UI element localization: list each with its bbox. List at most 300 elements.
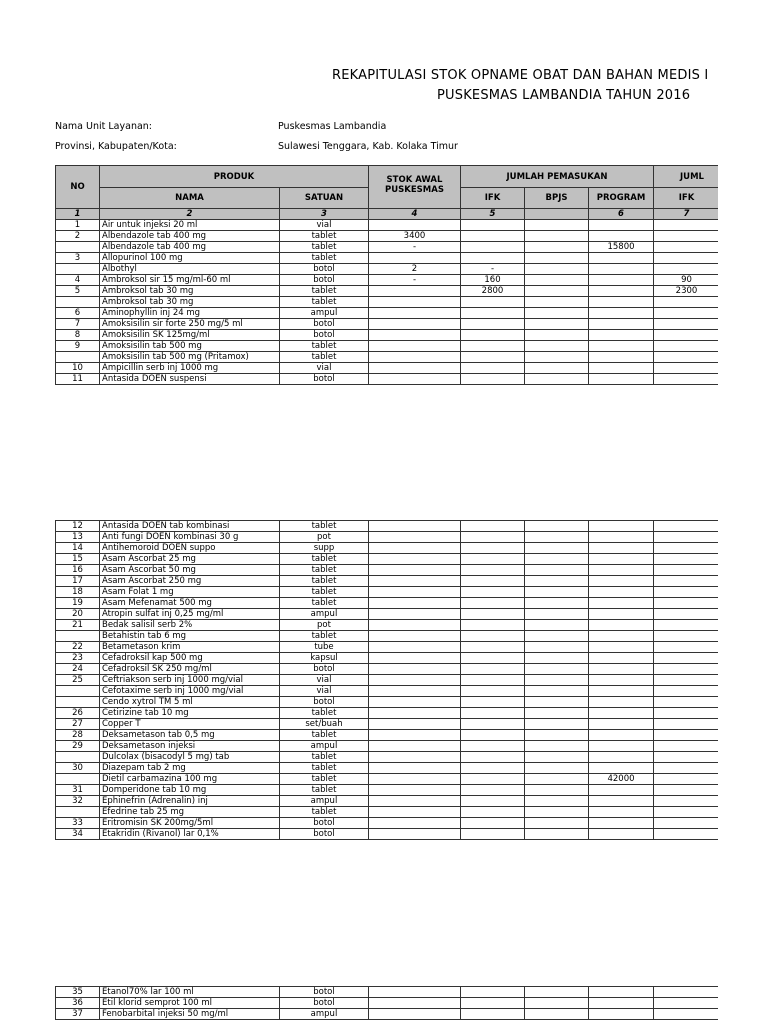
cell-satuan: tablet xyxy=(280,242,369,253)
cell-program xyxy=(589,675,654,686)
cell-satuan: botol xyxy=(280,987,369,998)
cell-no: 12 xyxy=(56,521,100,532)
cell-satuan: tablet xyxy=(280,341,369,352)
cell-no: 35 xyxy=(56,987,100,998)
cell-bpjs xyxy=(525,253,589,264)
cell-nama: Amoksisilin sir forte 250 mg/5 ml xyxy=(100,319,280,330)
cell-ifk-2 xyxy=(654,1009,720,1020)
cell-ifk xyxy=(461,807,525,818)
cell-no: 31 xyxy=(56,785,100,796)
cell-stok-awal xyxy=(369,774,461,785)
cell-ifk-2 xyxy=(654,829,720,840)
cell-no: 7 xyxy=(56,319,100,330)
cell-stok-awal xyxy=(369,532,461,543)
cell-satuan: botol xyxy=(280,374,369,385)
cell-bpjs xyxy=(525,708,589,719)
cell-no xyxy=(56,807,100,818)
cell-bpjs xyxy=(525,620,589,631)
cell-ifk-2: 90 xyxy=(654,275,720,286)
cell-program xyxy=(589,543,654,554)
cell-bpjs xyxy=(525,686,589,697)
cell-no xyxy=(56,697,100,708)
unit-value: Puskesmas Lambandia xyxy=(278,121,387,132)
cell-ifk xyxy=(461,308,525,319)
cell-no: 22 xyxy=(56,642,100,653)
table-row xyxy=(56,319,720,330)
table-row xyxy=(56,554,720,565)
table-row xyxy=(56,543,720,554)
cell-no xyxy=(56,774,100,785)
cell-stok-awal xyxy=(369,521,461,532)
cell-ifk xyxy=(461,253,525,264)
cell-bpjs xyxy=(525,363,589,374)
cell-ifk-2 xyxy=(654,642,720,653)
cell-bpjs xyxy=(525,220,589,231)
cell-nama: Amoksisilin SK 125mg/ml xyxy=(100,330,280,341)
cell-no: 37 xyxy=(56,1009,100,1020)
cell-ifk xyxy=(461,697,525,708)
cell-ifk xyxy=(461,752,525,763)
cell-no: 29 xyxy=(56,741,100,752)
table-row xyxy=(56,987,720,998)
cell-satuan: tube xyxy=(280,642,369,653)
cell-bpjs xyxy=(525,308,589,319)
cell-ifk-2 xyxy=(654,741,720,752)
table-row xyxy=(56,708,720,719)
cell-ifk-2 xyxy=(654,253,720,264)
cell-program xyxy=(589,620,654,631)
cell-no: 2 xyxy=(56,231,100,242)
header-produk: PRODUK xyxy=(100,166,369,188)
cell-program xyxy=(589,653,654,664)
cell-bpjs xyxy=(525,631,589,642)
cell-ifk-2 xyxy=(654,352,720,363)
cell-ifk-2 xyxy=(654,620,720,631)
cell-program xyxy=(589,598,654,609)
cell-satuan: ampul xyxy=(280,609,369,620)
cell-program xyxy=(589,231,654,242)
cell-ifk-2 xyxy=(654,763,720,774)
header-jumlah-truncated: JUML xyxy=(654,166,720,188)
cell-bpjs xyxy=(525,532,589,543)
cell-ifk-2 xyxy=(654,543,720,554)
cell-stok-awal xyxy=(369,752,461,763)
cell-satuan: tablet xyxy=(280,297,369,308)
cell-no: 18 xyxy=(56,587,100,598)
cell-ifk-2 xyxy=(654,653,720,664)
table-row xyxy=(56,763,720,774)
cell-bpjs xyxy=(525,374,589,385)
page-edge-mask xyxy=(718,0,768,1024)
cell-no: 36 xyxy=(56,998,100,1009)
cell-stok-awal xyxy=(369,253,461,264)
cell-ifk-2 xyxy=(654,341,720,352)
cell-nama: Atropin sulfat inj 0,25 mg/ml xyxy=(100,609,280,620)
cell-program xyxy=(589,275,654,286)
cell-satuan: supp xyxy=(280,543,369,554)
cell-program xyxy=(589,330,654,341)
cell-ifk xyxy=(461,675,525,686)
cell-ifk-2 xyxy=(654,774,720,785)
cell-ifk-2 xyxy=(654,697,720,708)
cell-nama: Albendazole tab 400 mg xyxy=(100,231,280,242)
cell-program xyxy=(589,587,654,598)
cell-ifk xyxy=(461,785,525,796)
cell-bpjs xyxy=(525,763,589,774)
cell-ifk xyxy=(461,763,525,774)
cell-bpjs xyxy=(525,286,589,297)
table-row xyxy=(56,609,720,620)
cell-satuan: ampul xyxy=(280,308,369,319)
cell-program xyxy=(589,686,654,697)
cell-ifk xyxy=(461,829,525,840)
cell-ifk xyxy=(461,609,525,620)
cell-no: 16 xyxy=(56,565,100,576)
cell-bpjs xyxy=(525,521,589,532)
cell-bpjs xyxy=(525,998,589,1009)
cell-nama: Cefadroksil kap 500 mg xyxy=(100,653,280,664)
cell-satuan: pot xyxy=(280,532,369,543)
table-row xyxy=(56,330,720,341)
table-row xyxy=(56,587,720,598)
table-row xyxy=(56,730,720,741)
cell-program xyxy=(589,987,654,998)
cell-no: 20 xyxy=(56,609,100,620)
table-row xyxy=(56,374,720,385)
cell-no: 27 xyxy=(56,719,100,730)
cell-satuan: ampul xyxy=(280,741,369,752)
header-nama: NAMA xyxy=(100,188,280,209)
cell-no: 24 xyxy=(56,664,100,675)
table-row xyxy=(56,653,720,664)
cell-ifk-2 xyxy=(654,664,720,675)
cell-ifk xyxy=(461,576,525,587)
cell-no xyxy=(56,686,100,697)
cell-program xyxy=(589,818,654,829)
cell-ifk xyxy=(461,297,525,308)
cell-stok-awal xyxy=(369,363,461,374)
cell-ifk-2 xyxy=(654,264,720,275)
cell-ifk xyxy=(461,774,525,785)
cell-program xyxy=(589,308,654,319)
cell-ifk-2 xyxy=(654,987,720,998)
cell-program xyxy=(589,286,654,297)
cell-satuan: botol xyxy=(280,829,369,840)
cell-satuan: tablet xyxy=(280,785,369,796)
cell-program xyxy=(589,708,654,719)
cell-satuan: tablet xyxy=(280,565,369,576)
cell-ifk-2 xyxy=(654,565,720,576)
cell-ifk xyxy=(461,374,525,385)
cell-nama: Ambroksol sir 15 mg/ml-60 ml xyxy=(100,275,280,286)
table-row xyxy=(56,576,720,587)
header-ifk: IFK xyxy=(461,188,525,209)
cell-stok-awal xyxy=(369,741,461,752)
cell-stok-awal xyxy=(369,620,461,631)
cell-satuan: tablet xyxy=(280,554,369,565)
cell-program xyxy=(589,785,654,796)
cell-ifk xyxy=(461,686,525,697)
cell-ifk-2 xyxy=(654,587,720,598)
cell-nama: Fenobarbital injeksi 50 mg/ml xyxy=(100,1009,280,1020)
cell-stok-awal xyxy=(369,675,461,686)
cell-ifk xyxy=(461,987,525,998)
cell-bpjs xyxy=(525,543,589,554)
cell-program xyxy=(589,609,654,620)
cell-ifk: - xyxy=(461,264,525,275)
cell-satuan: tablet xyxy=(280,231,369,242)
cell-stok-awal xyxy=(369,653,461,664)
cell-nama: Copper T xyxy=(100,719,280,730)
cell-no: 25 xyxy=(56,675,100,686)
cell-satuan: botol xyxy=(280,330,369,341)
table-row xyxy=(56,998,720,1009)
stock-table-block-3 xyxy=(55,986,720,1020)
cell-bpjs xyxy=(525,264,589,275)
cell-ifk-2 xyxy=(654,752,720,763)
cell-bpjs xyxy=(525,319,589,330)
cell-no: 6 xyxy=(56,308,100,319)
cell-bpjs xyxy=(525,829,589,840)
index-cell: 1 xyxy=(56,209,100,220)
cell-program xyxy=(589,521,654,532)
cell-satuan: tablet xyxy=(280,708,369,719)
table-row xyxy=(56,719,720,730)
cell-program xyxy=(589,319,654,330)
cell-bpjs xyxy=(525,807,589,818)
table-row xyxy=(56,664,720,675)
header-jumlah-pemasukan: JUMLAH PEMASUKAN xyxy=(461,166,654,188)
cell-stok-awal xyxy=(369,998,461,1009)
cell-program xyxy=(589,752,654,763)
cell-nama: Ambroksol tab 30 mg xyxy=(100,286,280,297)
cell-program xyxy=(589,730,654,741)
table-row xyxy=(56,642,720,653)
cell-satuan: tablet xyxy=(280,752,369,763)
cell-satuan: vial xyxy=(280,363,369,374)
header-program: PROGRAM xyxy=(589,188,654,209)
cell-nama: Ampicillin serb inj 1000 mg xyxy=(100,363,280,374)
cell-no: 14 xyxy=(56,543,100,554)
cell-program xyxy=(589,297,654,308)
cell-stok-awal xyxy=(369,763,461,774)
cell-stok-awal xyxy=(369,319,461,330)
cell-bpjs xyxy=(525,664,589,675)
cell-nama: Dietil carbamazina 100 mg xyxy=(100,774,280,785)
cell-stok-awal xyxy=(369,598,461,609)
cell-ifk-2 xyxy=(654,242,720,253)
cell-no: 15 xyxy=(56,554,100,565)
cell-stok-awal xyxy=(369,565,461,576)
cell-ifk xyxy=(461,796,525,807)
header-stok-awal: STOK AWAL PUSKESMAS xyxy=(369,166,461,209)
cell-stok-awal xyxy=(369,554,461,565)
cell-nama: Cetirizine tab 10 mg xyxy=(100,708,280,719)
cell-ifk-2 xyxy=(654,708,720,719)
cell-ifk xyxy=(461,341,525,352)
cell-ifk-2 xyxy=(654,297,720,308)
cell-nama: Asam Ascorbat 50 mg xyxy=(100,565,280,576)
cell-ifk-2 xyxy=(654,220,720,231)
cell-ifk xyxy=(461,231,525,242)
cell-program xyxy=(589,741,654,752)
table-row xyxy=(56,807,720,818)
cell-bpjs xyxy=(525,275,589,286)
cell-no: 9 xyxy=(56,341,100,352)
cell-nama: Eritromisin SK 200mg/5ml xyxy=(100,818,280,829)
index-cell: 5 xyxy=(461,209,525,220)
cell-stok-awal xyxy=(369,730,461,741)
cell-ifk-2 xyxy=(654,554,720,565)
cell-nama: Etakridin (Rivanol) lar 0,1% xyxy=(100,829,280,840)
cell-satuan: botol xyxy=(280,319,369,330)
cell-ifk xyxy=(461,565,525,576)
cell-bpjs xyxy=(525,719,589,730)
cell-bpjs xyxy=(525,297,589,308)
cell-satuan: botol xyxy=(280,818,369,829)
table-row xyxy=(56,532,720,543)
cell-satuan: kapsul xyxy=(280,653,369,664)
cell-satuan: botol xyxy=(280,275,369,286)
cell-ifk-2 xyxy=(654,785,720,796)
table-row xyxy=(56,785,720,796)
cell-bpjs xyxy=(525,774,589,785)
cell-stok-awal xyxy=(369,631,461,642)
cell-satuan: tablet xyxy=(280,730,369,741)
cell-satuan: tablet xyxy=(280,286,369,297)
cell-program xyxy=(589,253,654,264)
cell-bpjs xyxy=(525,598,589,609)
cell-bpjs xyxy=(525,242,589,253)
cell-bpjs xyxy=(525,785,589,796)
cell-bpjs xyxy=(525,352,589,363)
stock-table-block-1 xyxy=(55,165,720,385)
cell-satuan: set/buah xyxy=(280,719,369,730)
cell-bpjs xyxy=(525,741,589,752)
cell-no: 5 xyxy=(56,286,100,297)
cell-stok-awal: 2 xyxy=(369,264,461,275)
cell-no: 33 xyxy=(56,818,100,829)
table-row xyxy=(56,1009,720,1020)
unit-label: Nama Unit Layanan: xyxy=(55,121,153,132)
report-title-line1: REKAPITULASI STOK OPNAME OBAT DAN BAHAN MEDIS I xyxy=(332,68,709,83)
cell-ifk xyxy=(461,598,525,609)
cell-stok-awal xyxy=(369,818,461,829)
table-row xyxy=(56,631,720,642)
cell-nama: Cefadroksil SK 250 mg/ml xyxy=(100,664,280,675)
cell-nama: Cendo xytrol TM 5 ml xyxy=(100,697,280,708)
table-row xyxy=(56,363,720,374)
cell-program xyxy=(589,796,654,807)
header-bpjs: BPJS xyxy=(525,188,589,209)
cell-program xyxy=(589,341,654,352)
table-row xyxy=(56,253,720,264)
cell-satuan: tablet xyxy=(280,631,369,642)
cell-no: 30 xyxy=(56,763,100,774)
cell-ifk-2 xyxy=(654,730,720,741)
cell-no: 34 xyxy=(56,829,100,840)
cell-no: 28 xyxy=(56,730,100,741)
table-row xyxy=(56,686,720,697)
cell-stok-awal xyxy=(369,708,461,719)
cell-nama: Albothyl xyxy=(100,264,280,275)
cell-program xyxy=(589,763,654,774)
cell-satuan: tablet xyxy=(280,763,369,774)
cell-ifk xyxy=(461,242,525,253)
cell-ifk-2 xyxy=(654,818,720,829)
cell-satuan: botol xyxy=(280,264,369,275)
cell-satuan: tablet xyxy=(280,253,369,264)
cell-no: 4 xyxy=(56,275,100,286)
cell-program xyxy=(589,1009,654,1020)
table-row xyxy=(56,521,720,532)
cell-stok-awal xyxy=(369,697,461,708)
cell-ifk xyxy=(461,543,525,554)
cell-nama: Diazepam tab 2 mg xyxy=(100,763,280,774)
cell-program: 15800 xyxy=(589,242,654,253)
cell-ifk: 2800 xyxy=(461,286,525,297)
cell-stok-awal xyxy=(369,297,461,308)
cell-satuan: tablet xyxy=(280,774,369,785)
cell-nama: Amoksisilin tab 500 mg (Pritamox) xyxy=(100,352,280,363)
cell-ifk-2 xyxy=(654,675,720,686)
cell-program xyxy=(589,532,654,543)
cell-ifk xyxy=(461,330,525,341)
cell-ifk-2 xyxy=(654,609,720,620)
cell-satuan: pot xyxy=(280,620,369,631)
cell-satuan: botol xyxy=(280,998,369,1009)
cell-ifk xyxy=(461,730,525,741)
cell-nama: Anti fungi DOEN kombinasi 30 g xyxy=(100,532,280,543)
cell-nama: Dulcolax (bisacodyl 5 mg) tab xyxy=(100,752,280,763)
cell-stok-awal xyxy=(369,807,461,818)
cell-nama: Asam Ascorbat 250 mg xyxy=(100,576,280,587)
cell-ifk-2 xyxy=(654,374,720,385)
cell-no xyxy=(56,242,100,253)
cell-ifk xyxy=(461,521,525,532)
table-row xyxy=(56,774,720,785)
cell-program xyxy=(589,642,654,653)
stock-table-block-2 xyxy=(55,520,720,840)
cell-bpjs xyxy=(525,642,589,653)
table-row xyxy=(56,220,720,231)
cell-nama: Antasida DOEN suspensi xyxy=(100,374,280,385)
cell-ifk xyxy=(461,587,525,598)
cell-ifk xyxy=(461,554,525,565)
cell-ifk-2 xyxy=(654,308,720,319)
cell-satuan: tablet xyxy=(280,807,369,818)
cell-stok-awal xyxy=(369,796,461,807)
index-cell: 7 xyxy=(654,209,720,220)
cell-stok-awal xyxy=(369,642,461,653)
cell-program xyxy=(589,576,654,587)
table-row xyxy=(56,598,720,609)
cell-nama: Etanol70% lar 100 ml xyxy=(100,987,280,998)
cell-stok-awal xyxy=(369,719,461,730)
cell-ifk-2: 2300 xyxy=(654,286,720,297)
cell-satuan: tablet xyxy=(280,576,369,587)
cell-satuan: vial xyxy=(280,686,369,697)
cell-ifk-2 xyxy=(654,631,720,642)
cell-no: 17 xyxy=(56,576,100,587)
cell-ifk-2 xyxy=(654,598,720,609)
index-cell: 4 xyxy=(369,209,461,220)
cell-satuan: vial xyxy=(280,675,369,686)
cell-bpjs xyxy=(525,796,589,807)
cell-ifk xyxy=(461,708,525,719)
cell-satuan: tablet xyxy=(280,352,369,363)
cell-bpjs xyxy=(525,554,589,565)
